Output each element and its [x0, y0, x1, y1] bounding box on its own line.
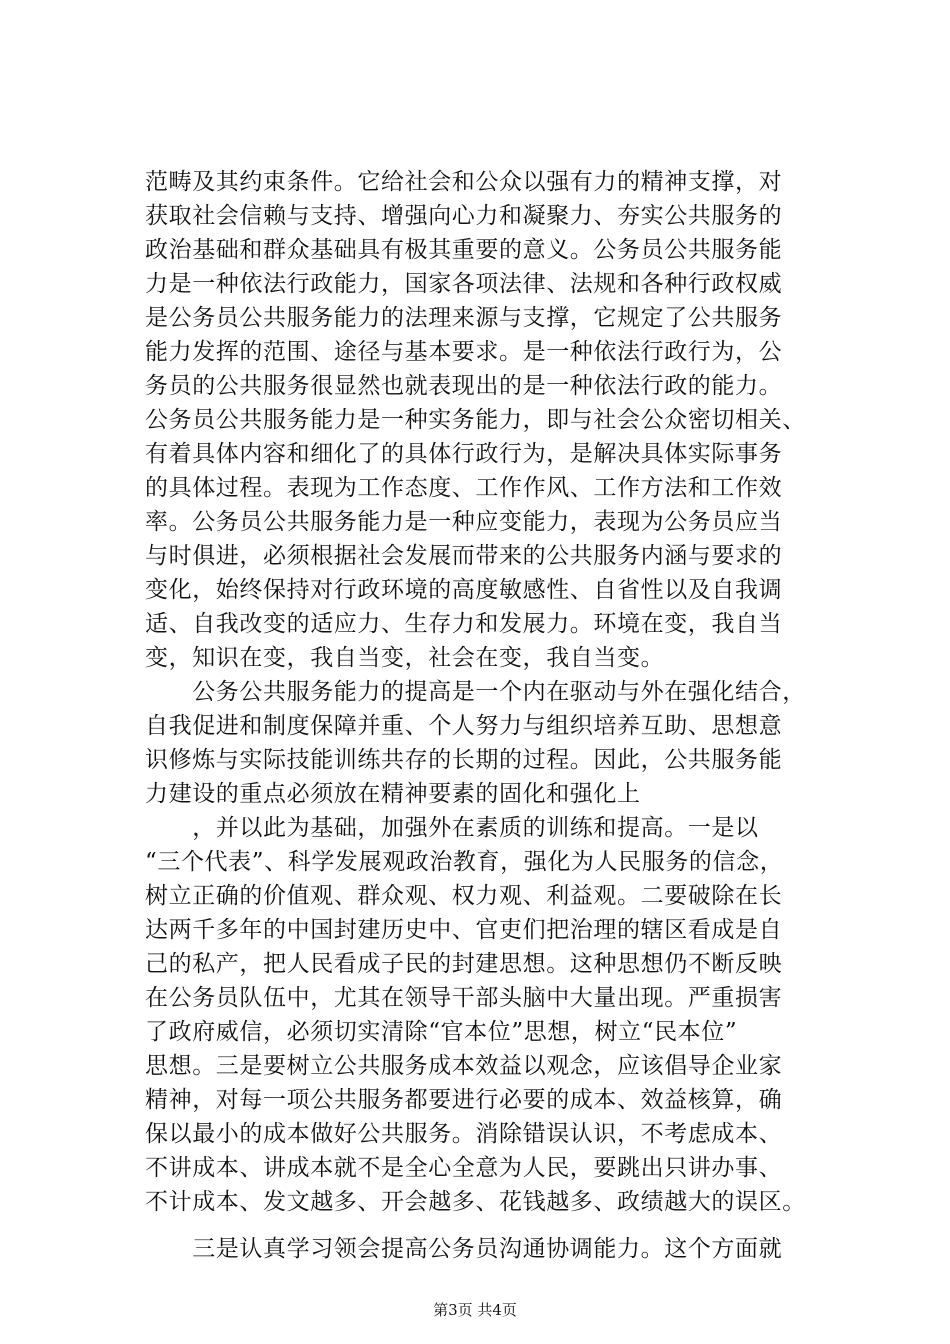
text-line: 三是认真学习领会提高公务员沟通协调能力。这个方面就 — [145, 1236, 783, 1262]
text-line: 力建设的重点必须放在精神要素的固化和强化上 — [145, 781, 641, 807]
text-line: 与时俱进，必须根据社会发展而带来的公共服务内涵与要求的 — [145, 543, 783, 569]
text-line: ，并以此为基础，加强外在素质的训练和提高。一是以 — [145, 815, 759, 841]
text-line: 能力发挥的范围、途径与基本要求。是一种依法行政行为，公 — [145, 339, 783, 365]
page-footer: 第3页 共4页 — [433, 1301, 517, 1319]
text-line: 适、自我改变的适应力、生存力和发展力。环境在变，我自当 — [145, 611, 783, 637]
text-line: 达两千多年的中国封建历史中、官吏们把治理的辖区看成是自 — [145, 917, 783, 943]
text-line: 公务员公共服务能力是一种实务能力，即与社会公众密切相关、 — [145, 407, 806, 433]
text-line: 范畴及其约束条件。它给社会和公众以强有力的精神支撑，对 — [145, 169, 783, 195]
text-line: 自我促进和制度保障并重、个人努力与组织培养互助、思想意 — [145, 713, 783, 739]
text-line: 公务公共服务能力的提高是一个内在驱动与外在强化结合， — [145, 679, 806, 705]
text-line: 了政府威信，必须切实清除“官本位”思想，树立“民本位” — [145, 1019, 738, 1045]
text-line: 树立正确的价值观、群众观、权力观、利益观。二要破除在长 — [145, 883, 783, 909]
text-line: 有着具体内容和细化了的具体行政行为，是解决具体实际事务 — [145, 441, 783, 467]
text-line: 变，知识在变，我自当变，社会在变，我自当变。 — [145, 645, 665, 671]
text-line: 的具体过程。表现为工作态度、工作作风、工作方法和工作效 — [145, 475, 783, 501]
text-line: 率。公务员公共服务能力是一种应变能力，表现为公务员应当 — [145, 509, 783, 535]
text-line: 政治基础和群众基础具有极其重要的意义。公务员公共服务能 — [145, 237, 783, 263]
text-line: 保以最小的成本做好公共服务。消除错误认识，不考虑成本、 — [145, 1121, 783, 1147]
text-line: 变化，始终保持对行政环境的高度敏感性、自省性以及自我调 — [145, 577, 783, 603]
text-line: 不计成本、发文越多、开会越多、花钱越多、政绩越大的误区。 — [145, 1189, 806, 1215]
text-line: 识修炼与实际技能训练共存的长期的过程。因此，公共服务能 — [145, 747, 783, 773]
text-line: 在公务员队伍中，尤其在领导干部头脑中大量出现。严重损害 — [145, 985, 783, 1011]
text-line: 是公务员公共服务能力的法理来源与支撑，它规定了公共服务 — [145, 305, 783, 331]
text-line: 己的私产，把人民看成子民的封建思想。这种思想仍不断反映 — [145, 951, 783, 977]
text-line: “三个代表”、科学发展观政治教育，强化为人民服务的信念， — [145, 849, 784, 875]
text-line: 务员的公共服务很显然也就表现出的是一种依法行政的能力。 — [145, 373, 783, 399]
text-line: 精神，对每一项公共服务都要进行必要的成本、效益核算，确 — [145, 1087, 783, 1113]
text-line: 思想。三是要树立公共服务成本效益以观念，应该倡导企业家 — [145, 1053, 783, 1079]
text-line: 不讲成本、讲成本就不是全心全意为人民，要跳出只讲办事、 — [145, 1155, 783, 1181]
text-line: 力是一种依法行政能力，国家各项法律、法规和各种行政权威 — [145, 271, 783, 297]
text-line: 获取社会信赖与支持、增强向心力和凝聚力、夯实公共服务的 — [145, 203, 783, 229]
